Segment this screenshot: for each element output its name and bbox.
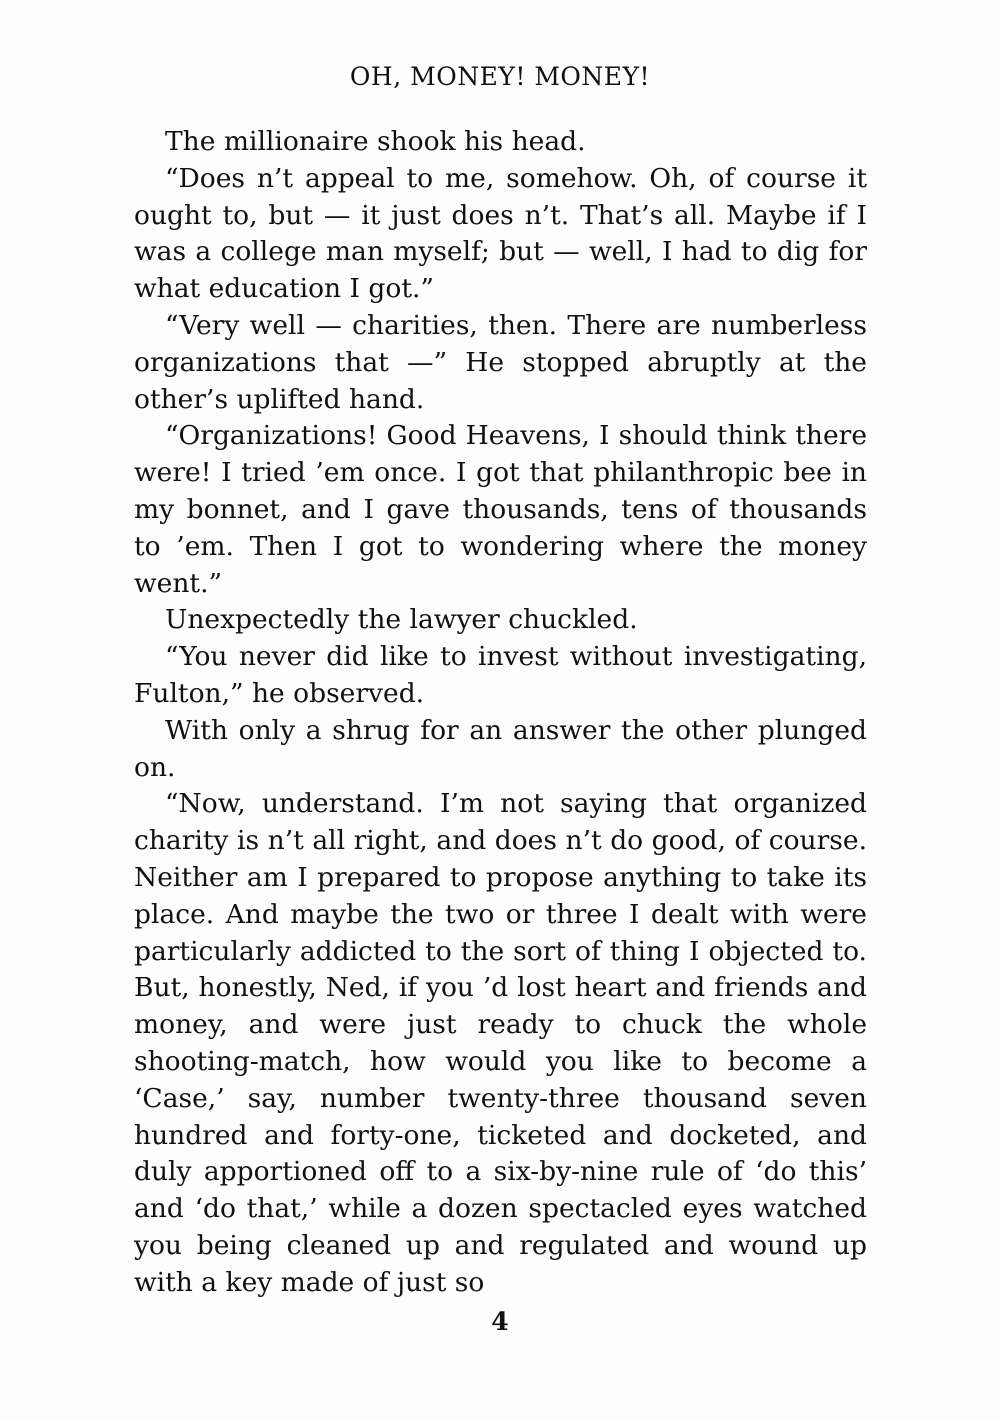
paragraph: With only a shrug for an answer the other plunged on. [134, 714, 867, 783]
running-head: OH, MONEY! MONEY! [349, 62, 651, 91]
paragraph: “You never did like to invest without investigating, Fulton,” he observed. [134, 641, 867, 709]
paragraph: Unexpectedly the lawyer chuckled. [165, 604, 638, 636]
paragraph: “Very well — charities, then. There are numberless organizations that —” He stopped abruptly at the other’s uplifted hand. [134, 309, 867, 415]
paragraph: “Does n’t appeal to me, somehow. Oh, of course it ought to, but — it just does n’t. That’s all. Maybe if I was a college man myself; but — well, I had to dig for what education I got.” [134, 162, 867, 305]
paragraph: The millionaire shook his head. [165, 126, 586, 157]
paragraph: “Organizations! Good Heavens, I should think there were! I tried ’em once. I got that philanthropic bee in my bonnet, and I gave thousands, tens of thousands to ’em. Then I got to wondering where the money went.” [134, 420, 867, 599]
paragraph: “Now, understand. I’m not saying that organized charity is n’t all right, and does n’t do good, of course. Neither am I prepared to propose anything to take its place. And maybe the two or three I dealt with were particularly addicted to the sort of thing I objected to. But, honestly, Ned, if you ’d lost heart and friends and money, and were just ready to chuck the whole shooting-match, how would you like to become a ‘Case,’ say, number twenty-three thousand seven hundred and forty-one, ticketed and docketed, and duly apportioned off to a six-by-nine rule of ‘do this’ and ‘do that,’ while a dozen spectacled eyes watched you being cleaned up and regulated and wound up with a key made of just so [134, 788, 867, 1298]
body-text [134, 124, 867, 1302]
page-number: 4 [491, 1307, 509, 1336]
